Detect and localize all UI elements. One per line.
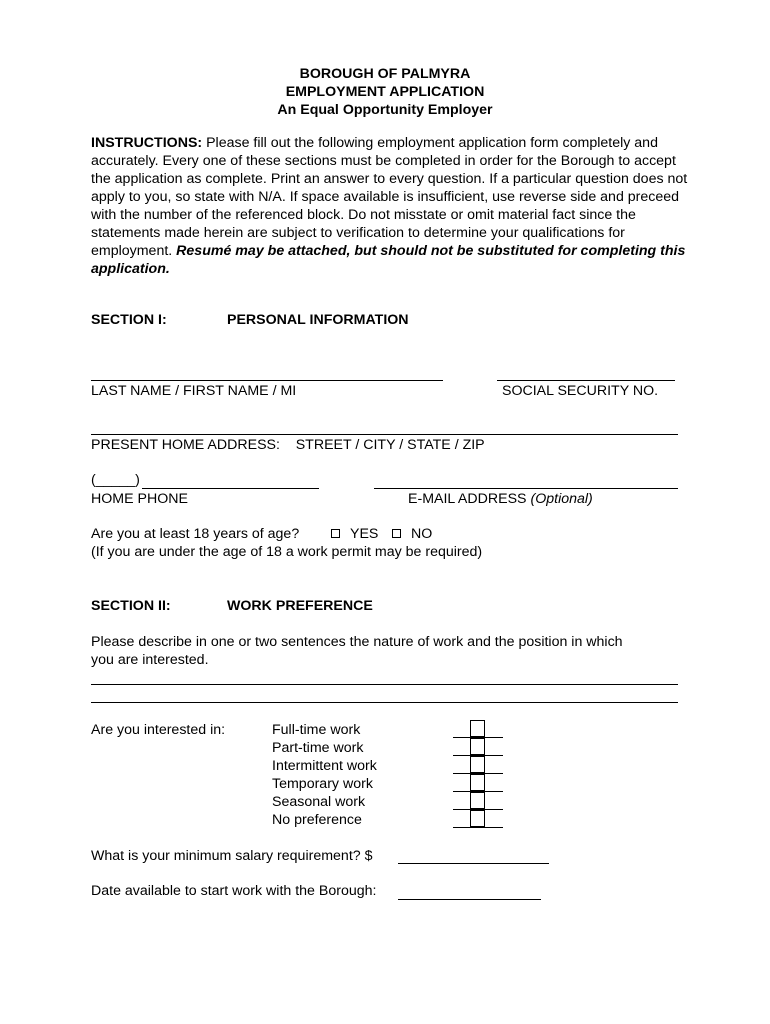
- instructions-label: INSTRUCTIONS:: [91, 135, 203, 151]
- form-subtitle: An Equal Opportunity Employer: [277, 102, 493, 118]
- option-temporary: Temporary work: [272, 776, 373, 792]
- option-full-time: Full-time work: [272, 722, 361, 738]
- address-label: PRESENT HOME ADDRESS: STREET / CITY / STATE / ZIP: [91, 437, 485, 453]
- salary-field[interactable]: [398, 863, 549, 864]
- describe-prompt-line2: you are interested.: [91, 652, 209, 668]
- resume-note: Resumé may be attached, but should not be substituted for completing this application.: [91, 243, 686, 277]
- start-date-field[interactable]: [398, 899, 541, 900]
- ssn-label: SOCIAL SECURITY NO.: [502, 383, 659, 399]
- email-field[interactable]: [374, 488, 678, 489]
- option-intermittent: Intermittent work: [272, 758, 377, 774]
- option-seasonal: Seasonal work: [272, 794, 366, 810]
- option-part-time: Part-time work: [272, 740, 364, 756]
- age-no-checkbox[interactable]: [392, 529, 401, 538]
- instructions-block: [91, 134, 691, 278]
- section2-number: SECTION II:: [91, 598, 171, 614]
- address-field[interactable]: [91, 434, 678, 435]
- age-yes-checkbox[interactable]: [331, 529, 340, 538]
- part-time-checkbox[interactable]: [470, 738, 485, 755]
- email-label-group: [408, 491, 593, 507]
- email-label: E-MAIL ADDRESS: [408, 491, 527, 507]
- phone-field[interactable]: [142, 488, 319, 489]
- ssn-field[interactable]: [497, 380, 675, 381]
- section1-number: SECTION I:: [91, 312, 167, 328]
- form-title: EMPLOYMENT APPLICATION: [285, 84, 485, 100]
- phone-area-code: (_____): [91, 472, 140, 488]
- no-preference-blank: [453, 827, 503, 828]
- interest-label: Are you interested in:: [91, 722, 226, 738]
- describe-prompt-line1: Please describe in one or two sentences the nature of work and the position in which: [91, 634, 623, 650]
- email-optional: (Optional): [530, 491, 593, 507]
- age-yes-label: YES: [350, 526, 379, 542]
- name-label: LAST NAME / FIRST NAME / MI: [91, 383, 297, 399]
- describe-field-line1[interactable]: [91, 684, 678, 685]
- section1-title: PERSONAL INFORMATION: [227, 312, 409, 328]
- section2-title: WORK PREFERENCE: [227, 598, 373, 614]
- intermittent-checkbox[interactable]: [470, 756, 485, 773]
- full-time-checkbox[interactable]: [470, 720, 485, 737]
- instructions-text: Please fill out the following employment application form completely and accurately. Every one of these sections must be completed in order for the Borough to accept the application as complete. Print an answer to every question. If a particular question does not apply to you, so state with N/A. If space available is insufficient, use reverse side and preceed with the number of the referenced block. Do not misstate or omit material fact since the statements made herein are subject to verification to determine your qualifications for employment.: [91, 135, 688, 259]
- phone-label: HOME PHONE: [91, 491, 188, 507]
- name-field[interactable]: [91, 380, 443, 381]
- seasonal-checkbox[interactable]: [470, 792, 485, 809]
- option-no-preference: No preference: [272, 812, 362, 828]
- salary-label: What is your minimum salary requirement? $: [91, 848, 373, 864]
- age-note: (If you are under the age of 18 a work permit may be required): [91, 544, 483, 560]
- org-name: BOROUGH OF PALMYRA: [299, 66, 471, 82]
- age-no-label: NO: [411, 526, 433, 542]
- no-preference-checkbox[interactable]: [470, 810, 485, 827]
- start-date-label: Date available to start work with the Borough:: [91, 883, 377, 899]
- describe-field-line2[interactable]: [91, 702, 678, 703]
- age-question: Are you at least 18 years of age?: [91, 526, 300, 542]
- temporary-checkbox[interactable]: [470, 774, 485, 791]
